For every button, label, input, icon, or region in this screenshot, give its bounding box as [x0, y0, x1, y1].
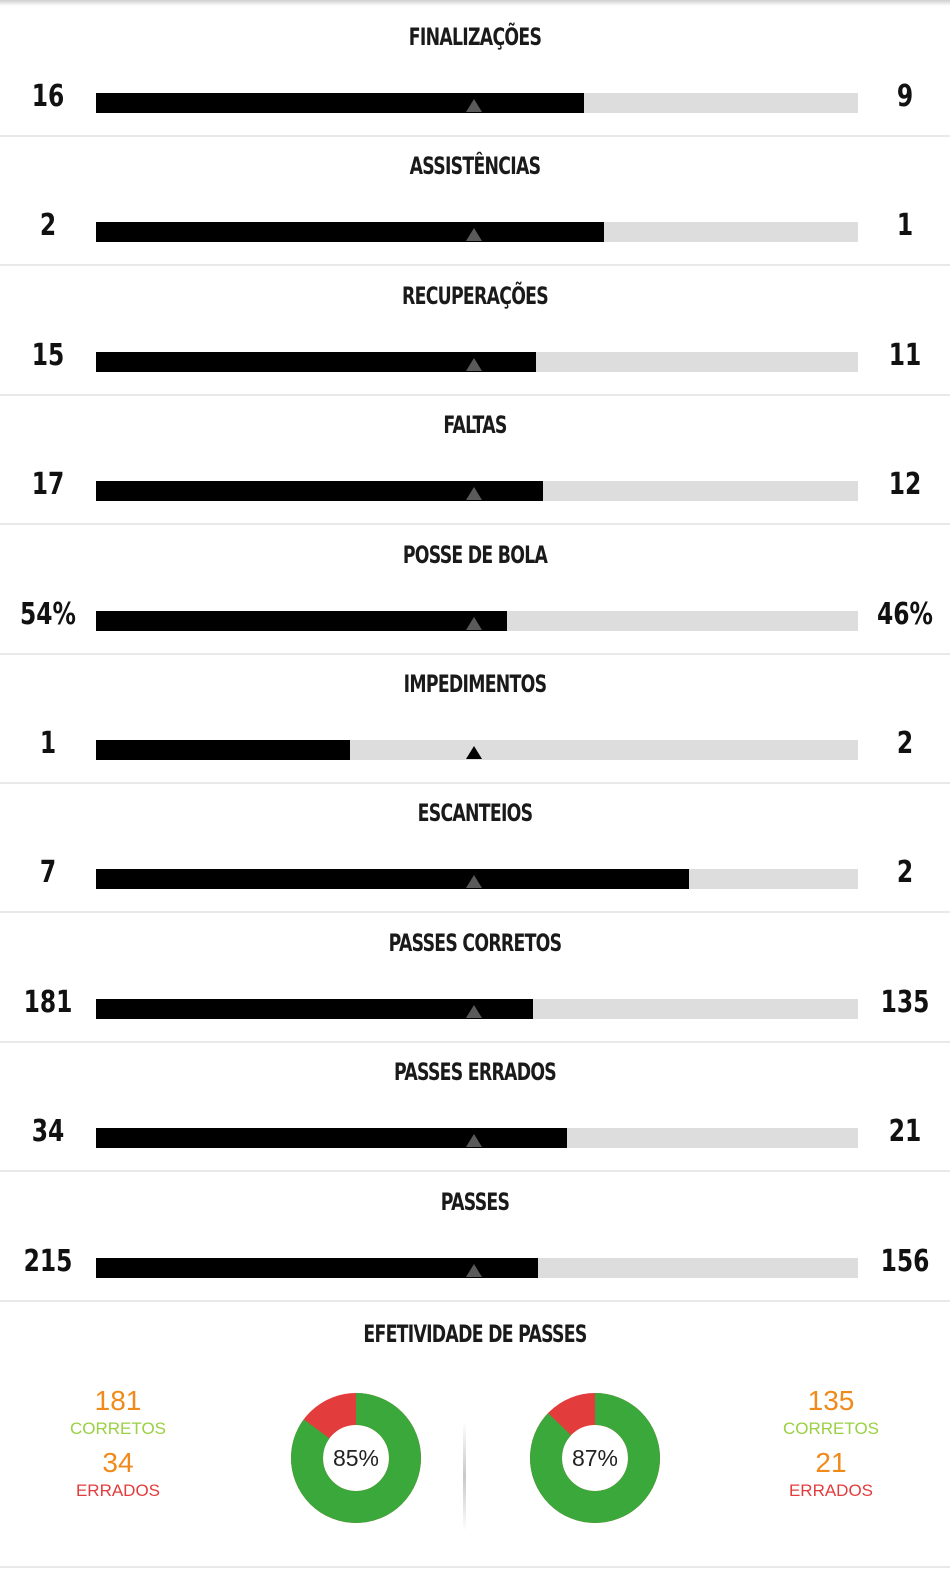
right-team-value: 2 [896, 726, 914, 761]
right-correct-count: 135 [807, 1385, 855, 1416]
right-team-value: 12 [888, 467, 922, 503]
stat-label: ESCANTEIOS [417, 799, 533, 828]
left-team-bar [96, 93, 584, 113]
left-pass-donut [290, 1392, 422, 1524]
stat-row [0, 7, 950, 137]
stat-label: PASSES ERRADOS [393, 1058, 557, 1087]
section-title: EFETIVIDADE DE PASSES [363, 1320, 587, 1348]
left-team-value: 215 [23, 1243, 73, 1279]
right-team-value: 135 [880, 984, 930, 1020]
stat-row [0, 783, 950, 913]
left-team-bar [96, 740, 350, 760]
right-correct-label: CORRETOS [782, 1419, 880, 1438]
midpoint-marker-icon [466, 99, 482, 112]
right-pass-donut [529, 1392, 661, 1524]
stat-label: RECUPERAÇÕES [402, 281, 548, 310]
stat-row [0, 525, 950, 655]
left-team-bar [96, 222, 604, 242]
midpoint-marker-icon [466, 746, 482, 759]
stat-row [0, 1042, 950, 1172]
stat-label: PASSES [440, 1187, 510, 1216]
left-team-bar [96, 611, 507, 631]
left-wrong-count: 34 [102, 1447, 134, 1478]
stat-label: POSSE DE BOLA [402, 540, 548, 569]
center-divider [463, 1422, 466, 1532]
midpoint-marker-icon [466, 228, 482, 241]
left-team-bar [96, 1128, 567, 1148]
left-team-value: 54% [19, 596, 77, 632]
stat-row [0, 1172, 950, 1302]
right-team-value: 46% [876, 596, 934, 632]
stat-label: PASSES CORRETOS [388, 928, 562, 957]
midpoint-marker-icon [466, 487, 482, 500]
left-team-value: 17 [31, 467, 65, 503]
stat-row [0, 654, 950, 784]
midpoint-marker-icon [466, 1005, 482, 1018]
right-pass-summary [761, 1384, 901, 1502]
stat-label: FINALIZAÇÕES [408, 23, 542, 51]
left-team-value: 34 [31, 1114, 65, 1150]
left-correct-label: CORRETOS [69, 1419, 167, 1438]
stat-label: FALTAS [443, 411, 507, 440]
left-team-value: 2 [39, 208, 57, 244]
left-team-value: 15 [31, 337, 65, 373]
left-team-value: 181 [23, 984, 73, 1020]
stat-row [0, 913, 950, 1043]
stat-row [0, 395, 950, 525]
right-team-value: 21 [888, 1114, 922, 1150]
right-wrong-label: ERRADOS [788, 1481, 874, 1500]
left-pass-summary [48, 1384, 188, 1502]
right-team-value: 2 [896, 855, 914, 891]
midpoint-marker-icon [466, 617, 482, 630]
stat-row [0, 266, 950, 396]
left-donut-percent: 85% [332, 1445, 380, 1471]
left-team-bar [96, 869, 689, 889]
right-team-value: 9 [896, 79, 914, 114]
stat-label: ASSISTÊNCIAS [409, 152, 541, 181]
right-team-value: 156 [880, 1243, 930, 1279]
midpoint-marker-icon [466, 1264, 482, 1277]
stat-label: IMPEDIMENTOS [403, 670, 547, 698]
midpoint-marker-icon [466, 358, 482, 371]
pass-effectiveness-section [0, 1302, 950, 1568]
left-team-value: 7 [39, 855, 57, 891]
right-team-value: 11 [888, 337, 922, 373]
right-team-value: 1 [896, 208, 914, 244]
stat-row [0, 136, 950, 266]
midpoint-marker-icon [466, 1134, 482, 1147]
top-divider [0, 0, 950, 6]
left-team-value: 1 [39, 726, 57, 761]
right-wrong-count: 21 [815, 1447, 847, 1478]
left-correct-count: 181 [94, 1385, 142, 1416]
left-team-value: 16 [31, 79, 65, 114]
left-wrong-label: ERRADOS [75, 1481, 161, 1500]
midpoint-marker-icon [466, 875, 482, 888]
right-donut-percent: 87% [571, 1445, 619, 1471]
